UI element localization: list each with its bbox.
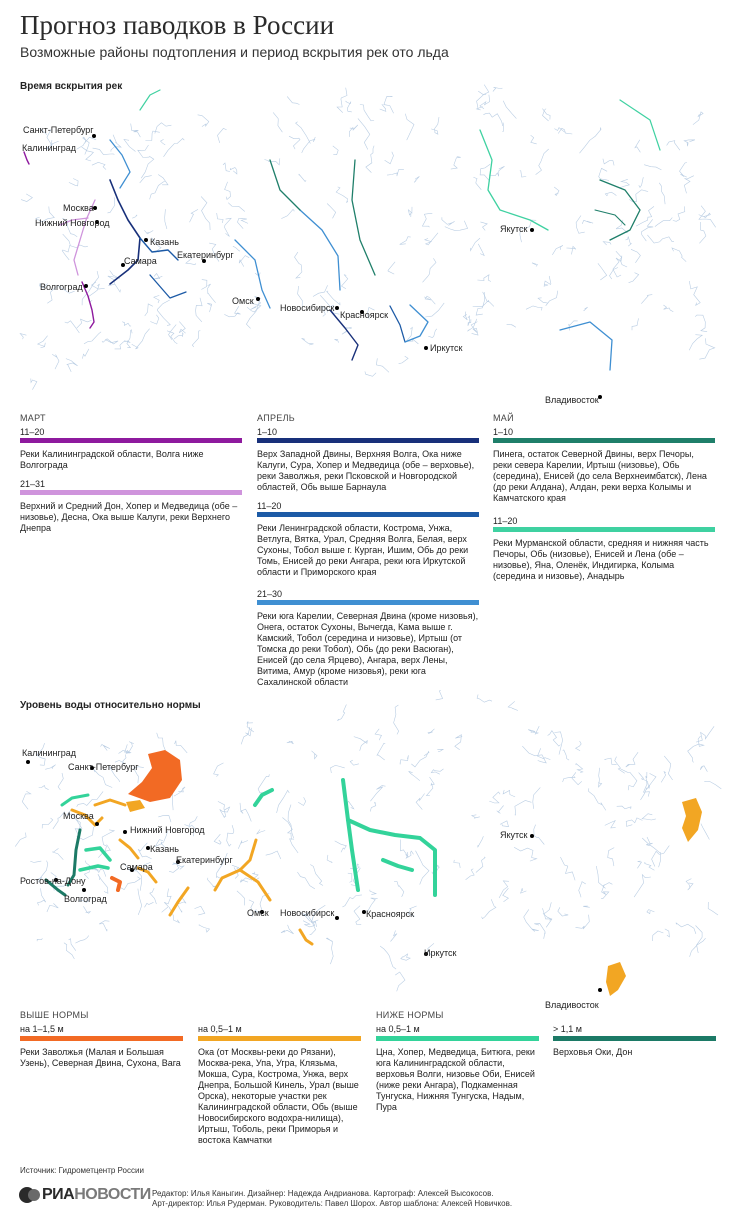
city-label-novosibirsk: Новосибирск: [280, 303, 335, 313]
city-label-kaliningrad: Калининград: [22, 748, 77, 758]
legend2-color-bar: [198, 1036, 361, 1041]
legend2-head-below: НИЖЕ НОРМЫ: [376, 1010, 444, 1020]
legend-color-bar: [493, 527, 715, 532]
river-march-kaliningrad: [24, 152, 29, 164]
city-label-irkutsk: Иркутск: [430, 343, 463, 353]
legend-color-bar: [257, 438, 479, 443]
river-may1-ob: [270, 160, 300, 210]
river-march-volga-lower: [82, 282, 94, 328]
segment-low-medveditsa: [80, 866, 108, 870]
city-label-rostov: Ростов-на-Дону: [20, 876, 86, 886]
river-breakup-map: [0, 60, 736, 410]
legend2-head-above: ВЫШЕ НОРМЫ: [20, 1010, 89, 1020]
segment-mid-sura: [120, 840, 138, 858]
legend2-label: на 0,5–1 м: [376, 1024, 420, 1034]
legend-period-label: 1–10: [493, 427, 514, 437]
legend-month-march: МАРТ: [20, 413, 46, 423]
page-subtitle: Возможные районы подтопления и период вскрытия рек ото льда: [20, 44, 449, 60]
river-may2-murmansk: [140, 90, 160, 110]
legend-period-text: Верхний и Средний Дон, Хопер и Медведица (обе – низовье), Десна, Ока выше Калуги, реки Верхнего Днепра: [20, 501, 238, 533]
legend-period-label: 11–20: [20, 427, 45, 437]
legend2-text: Реки Заволжья (Малая и Большая Узень), Северная Двина, Сухона, Вага: [20, 1047, 181, 1068]
legend2-color-bar: [20, 1036, 183, 1041]
ria-logo: [18, 1186, 151, 1204]
segment-low-ob-lower: [255, 790, 272, 805]
city-label-vladivostok: Владивосток: [545, 395, 599, 405]
city-label-irkutsk: Иркутск: [424, 948, 457, 958]
segment-low-podkamennaya: [383, 860, 412, 870]
page-title: Прогноз паводков в России: [20, 10, 335, 40]
city-label-volgograd: Волгоград: [40, 282, 83, 292]
water-level-map: [0, 690, 736, 1010]
segment-mid-ob: [300, 930, 312, 944]
city-label-yakutsk: Якутск: [500, 224, 528, 234]
credits-line1: Редактор: Илья Каныгин. Дизайнер: Надежда Андрианова. Картограф: Алексей Высокосов.: [152, 1189, 494, 1198]
area-high-small-spot: [126, 800, 145, 812]
segment-mid-irtysh: [215, 840, 256, 890]
segment-mid-ural: [170, 888, 188, 915]
legend-color-bar: [20, 490, 242, 495]
legend-period-text: Реки Мурманской области, средняя и нижняя часть Печоры, Обь (низовье), Енисей и Лена (обе – низовье), Яна, Оленёк, Индигирка, Колыма (середина и низовье), Анадырь: [493, 538, 709, 581]
city-label-samara: Самара: [120, 862, 153, 872]
segment-high-orange-trans-volga: [112, 878, 120, 890]
legend-period-label: 21–30: [257, 589, 283, 599]
legend-period-text: Реки Ленинградской области, Кострома, Унжа, Ветлуга, Вятка, Урал, Средняя Волга, Белая, верх Сухоны, Тобол выше г. Курган, Ишим, Обь до реки Томь, Енисей до реки Ангара, реки юга Иркутской области и Приморского края: [257, 523, 469, 577]
legend-period-label: 11–20: [493, 516, 518, 526]
river-april3-ob: [300, 210, 340, 290]
city-label-nnovgorod: Нижний Новгород: [35, 218, 110, 228]
legend2-label: на 0,5–1 м: [198, 1024, 242, 1034]
segment-mid-kostroma: [95, 800, 125, 805]
city-label-samara: Самара: [124, 256, 157, 266]
legend-period-text: Реки юга Карелии, Северная Двина (кроме низовья), Онега, остаток Сухоны, Вычегда, Кама выше г. Камский, Тобол (середина и низовье), Иртыш (от Томска до реки Тобол), Обь (до реки Васюган), Енисей (до села Ярцево), Ангара, верх Лены, Витима, Амур (кроме низовья), реки юга Сахалинской области: [257, 611, 479, 687]
city-label-ekaterinburg: Екатеринбург: [176, 855, 233, 865]
city-label-kazan: Казань: [150, 237, 179, 247]
legend-period-label: 1–10: [257, 427, 278, 437]
legend2-label: > 1,1 м: [553, 1024, 582, 1034]
legend-period-text: Пинега, остаток Северной Двины, верх Печоры, реки севера Карелии, Иртыш (низовье), Обь (середина), Енисей (до села Верхнеимбатск), Лена (до реки Алдана), Алдан, реки верха Колымы и Камчатского края: [493, 449, 707, 503]
river-april3-angara: [405, 305, 428, 342]
legend2-text: Цна, Хопер, Медведица, Битюга, реки юга Калининградской области, верховья Волги, низовье Оби, Енисей (ниже реки Ангара), Подкаменная Тунгуска, Нижняя Тунгуска, Надым, Пура: [376, 1047, 535, 1112]
city-label-spb: Санкт-Петербург: [68, 762, 139, 772]
legend-color-bar: [257, 512, 479, 517]
map2-title: Уровень воды относительно нормы: [20, 700, 201, 711]
river-may1-kolyma: [600, 180, 640, 240]
city-label-kaliningrad: Калининград: [22, 143, 77, 153]
legend-period-text: Реки Калининградской области, Волга ниже Волгограда: [20, 449, 204, 470]
legend2-label: на 1–1,5 м: [20, 1024, 64, 1034]
area-high-northern-dvina: [128, 750, 182, 802]
city-label-omsk: Омск: [247, 908, 269, 918]
city-label-ekaterinburg: Екатеринбург: [177, 250, 234, 260]
logo-text-bold: РИА: [42, 1186, 75, 1203]
segment-low-khoper: [86, 848, 110, 860]
map1-title: Время вскрытия рек: [20, 81, 123, 92]
legend2-color-bar: [553, 1036, 716, 1041]
city-label-krasnoyarsk: Красноярск: [366, 909, 415, 919]
river-april2-yenisei: [390, 306, 405, 342]
city-label-moscow: Москва: [63, 203, 94, 213]
river-april3-amur: [560, 322, 612, 370]
legend-period-label: 21–31: [20, 479, 46, 489]
legend2-color-bar: [376, 1036, 539, 1041]
legend2-text: Ока (от Москвы-реки до Рязани), Москва-река, Упа, Угра, Клязьма, Мокша, Сура, Кострома, Унжа, верх Днепра, Большой Кинель, Урал (выше Орска), некоторые участки рек Калининградской области, Обь (выше Новосибирского водохра-нилища), Иртыш, Тоболь, реки Приморья и востока Камчатки: [198, 1047, 359, 1145]
city-label-vladivostok: Владивосток: [545, 1000, 599, 1010]
city-label-omsk: Омск: [232, 296, 254, 306]
legend-month-may: МАЙ: [493, 413, 514, 423]
city-label-kazan: Казань: [150, 844, 179, 854]
area-mid-kamchatka: [682, 798, 702, 842]
ria-globe-icon: [18, 1186, 42, 1204]
river-may2-lena: [480, 130, 548, 230]
river-april1-volga: [110, 180, 140, 284]
legend-color-bar: [493, 438, 715, 443]
legend-period-text: Верх Западной Двины, Верхняя Волга, Ока ниже Калуги, Сура, Хопер и Медведица (обе – верховье), реки Заволжья, реки Псковской и Новгородской областей, Обь выше Барнаула: [257, 449, 475, 492]
legend-period-label: 11–20: [257, 501, 282, 511]
source-note: Источник: Гидрометцентр России: [20, 1166, 144, 1175]
city-label-spb: Санкт-Петербург: [23, 125, 94, 135]
city-label-novosibirsk: Новосибирск: [280, 908, 335, 918]
river-may1-kolyma-trib: [595, 210, 625, 225]
legend2-text: Верховья Оки, Дон: [553, 1047, 633, 1057]
city-label-yakutsk: Якутск: [500, 830, 528, 840]
city-label-moscow: Москва: [63, 811, 94, 821]
legend-month-april: АПРЕЛЬ: [257, 413, 295, 423]
segment-low-tunguska: [348, 820, 435, 895]
credits-line2: Арт-директор: Илья Рудерман. Руководитель: Павел Шорох. Автор шаблона: Алексей Новичков.: [152, 1199, 513, 1208]
area-mid-primorye: [606, 962, 626, 996]
logo-text-rest: НОВОСТИ: [74, 1186, 151, 1203]
river-may2-indigirka: [620, 100, 660, 150]
city-label-volgograd: Волгоград: [64, 894, 107, 904]
river-may1-yenisei: [352, 160, 375, 275]
legend-color-bar: [257, 600, 479, 605]
city-label-nnovgorod: Нижний Новгород: [130, 825, 205, 835]
city-label-krasnoyarsk: Красноярск: [340, 310, 389, 320]
legend-color-bar: [20, 438, 242, 443]
